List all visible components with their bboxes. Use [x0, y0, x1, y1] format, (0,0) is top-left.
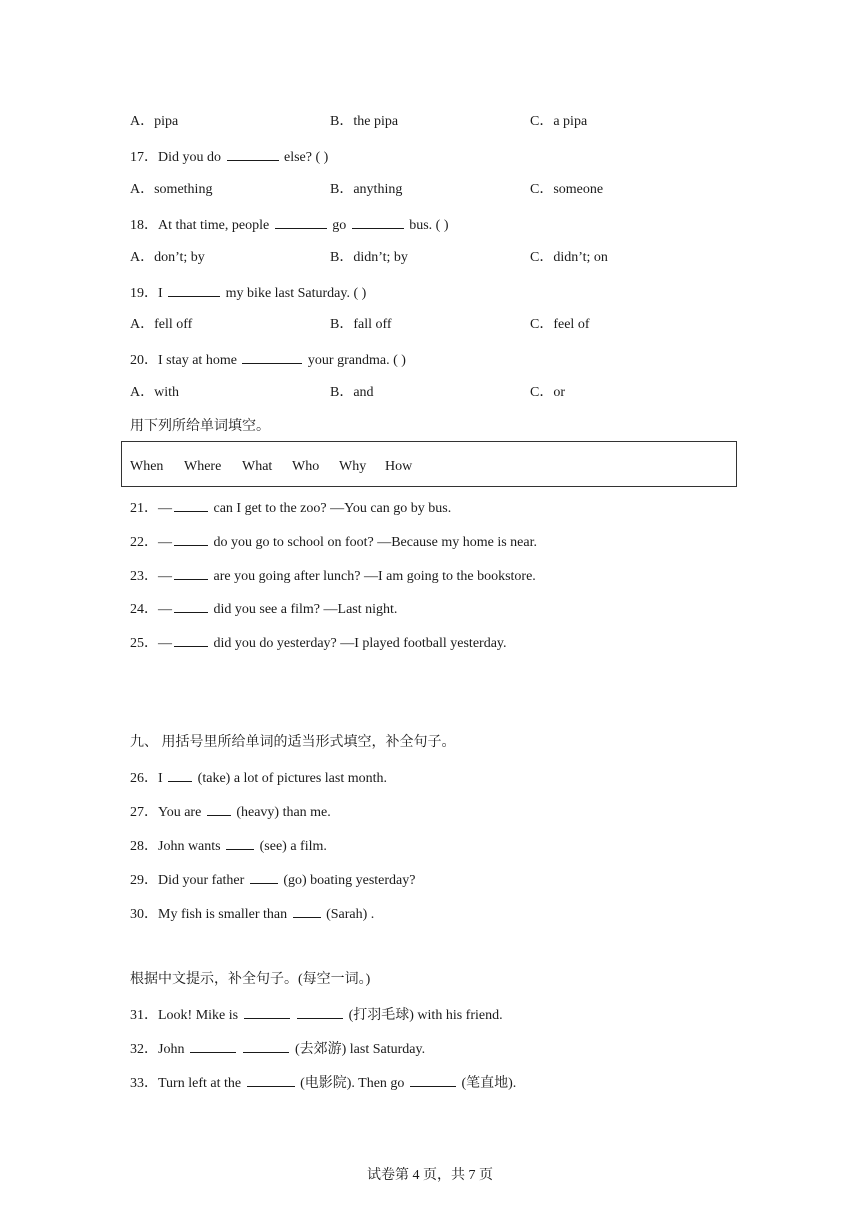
question-text: 30．My fish is smaller than [130, 907, 288, 922]
question-text: 32．John [130, 1042, 185, 1057]
question-text: did you do yesterday? —I played football yesterday. [213, 636, 507, 651]
section-title-word-fill: 用下列所给单词填空。 [130, 419, 270, 434]
q16-option-a: A．pipa [130, 114, 179, 129]
section-title-chinese-hints: 根据中文提示，补全句子。(每空一词。) [130, 972, 371, 987]
question-number: 21．— [130, 501, 172, 516]
question-text: do you go to school on foot? —Because my home is near. [213, 535, 537, 550]
question-number: 22．— [130, 535, 172, 550]
question-17 [130, 147, 328, 167]
word-box-item: Who [292, 459, 320, 474]
question-31 [130, 1005, 503, 1025]
word-box-item: When [130, 459, 164, 474]
question-text: your grandma. ( ) [307, 353, 406, 368]
question-text: 17．Did you do [130, 150, 221, 165]
question-number: 24．— [130, 602, 172, 617]
q20-option-c: C．or [530, 385, 565, 400]
q17-option-c: C．someone [530, 182, 604, 197]
answer-blank[interactable] [174, 633, 208, 647]
question-20 [130, 350, 406, 370]
word-box [121, 441, 737, 487]
q20-option-b: B．and [330, 385, 374, 400]
answer-blank[interactable] [410, 1073, 456, 1087]
q18-option-b: B．didn’t; by [330, 250, 408, 265]
question-text: 33．Turn left at the [130, 1076, 242, 1091]
q16-option-c: C．a pipa [530, 114, 588, 129]
question-text: bus. ( ) [409, 218, 449, 233]
question-text: (电影院). Then go [300, 1076, 405, 1091]
q17-option-b: B．anything [330, 182, 403, 197]
page-footer: 试卷第 4 页，共 7 页 [367, 1168, 493, 1183]
question-22 [130, 532, 537, 552]
answer-blank[interactable] [190, 1039, 236, 1053]
q17-option-a: A．something [130, 182, 213, 197]
answer-blank[interactable] [174, 532, 208, 546]
question-text: else? ( ) [284, 150, 329, 165]
section-title-9: 九、 用括号里所给单词的适当形式填空，补全句子。 [130, 735, 456, 750]
answer-blank[interactable] [250, 870, 278, 884]
question-24 [130, 599, 397, 619]
answer-blank[interactable] [174, 498, 208, 512]
question-text: 29．Did your father [130, 873, 245, 888]
question-text: 28．John wants [130, 839, 221, 854]
answer-blank[interactable] [275, 215, 327, 229]
q19-option-b: B．fall off [330, 317, 392, 332]
question-number: 25．— [130, 636, 172, 651]
q18-option-a: A．don’t; by [130, 250, 205, 265]
question-text: 26．I [130, 771, 163, 786]
word-box-item: Where [184, 459, 222, 474]
question-text: can I get to the zoo? —You can go by bus. [213, 501, 452, 516]
question-25 [130, 633, 507, 653]
word-box-item: What [242, 459, 273, 474]
answer-blank[interactable] [244, 1005, 290, 1019]
answer-blank[interactable] [247, 1073, 295, 1087]
question-28 [130, 836, 327, 856]
question-text: (打羽毛球) with his friend. [348, 1008, 503, 1023]
question-text: (Sarah) . [326, 907, 375, 922]
question-23 [130, 566, 536, 586]
question-text: did you see a film? —Last night. [213, 602, 398, 617]
question-29 [130, 870, 416, 890]
answer-blank[interactable] [227, 147, 279, 161]
question-33 [130, 1073, 516, 1093]
q18-option-c: C．didn’t; on [530, 250, 608, 265]
answer-blank[interactable] [242, 350, 302, 364]
question-32 [130, 1039, 425, 1059]
question-number: 23．— [130, 569, 172, 584]
question-19 [130, 283, 366, 303]
q20-option-a: A．with [130, 385, 179, 400]
q16-option-b: B．the pipa [330, 114, 399, 129]
question-26 [130, 768, 387, 788]
q19-option-c: C．feel of [530, 317, 590, 332]
answer-blank[interactable] [297, 1005, 343, 1019]
answer-blank[interactable] [207, 802, 231, 816]
question-text: 19．I [130, 286, 163, 301]
question-18 [130, 215, 448, 235]
question-text: are you going after lunch? —I am going to the bookstore. [213, 569, 536, 584]
question-text: my bike last Saturday. ( ) [225, 286, 367, 301]
question-text: (笔直地). [461, 1076, 517, 1091]
answer-blank[interactable] [174, 566, 208, 580]
question-text: (heavy) than me. [236, 805, 331, 820]
question-text: 18．At that time, people [130, 218, 270, 233]
q19-option-a: A．fell off [130, 317, 193, 332]
question-text: 27．You are [130, 805, 202, 820]
word-box-item: Why [339, 459, 367, 474]
word-box-item: How [385, 459, 413, 474]
question-text: go [332, 218, 347, 233]
question-text: (see) a film. [259, 839, 327, 854]
answer-blank[interactable] [174, 599, 208, 613]
question-21 [130, 498, 451, 518]
question-27 [130, 802, 331, 822]
answer-blank[interactable] [352, 215, 404, 229]
answer-blank[interactable] [293, 904, 321, 918]
question-text: (去郊游) last Saturday. [294, 1042, 426, 1057]
question-text: 31．Look! Mike is [130, 1008, 239, 1023]
answer-blank[interactable] [168, 768, 192, 782]
answer-blank[interactable] [243, 1039, 289, 1053]
answer-blank[interactable] [168, 283, 220, 297]
question-text: (go) boating yesterday? [283, 873, 416, 888]
question-text: 20．I stay at home [130, 353, 237, 368]
question-30 [130, 904, 374, 924]
question-text: (take) a lot of pictures last month. [197, 771, 388, 786]
answer-blank[interactable] [226, 836, 254, 850]
